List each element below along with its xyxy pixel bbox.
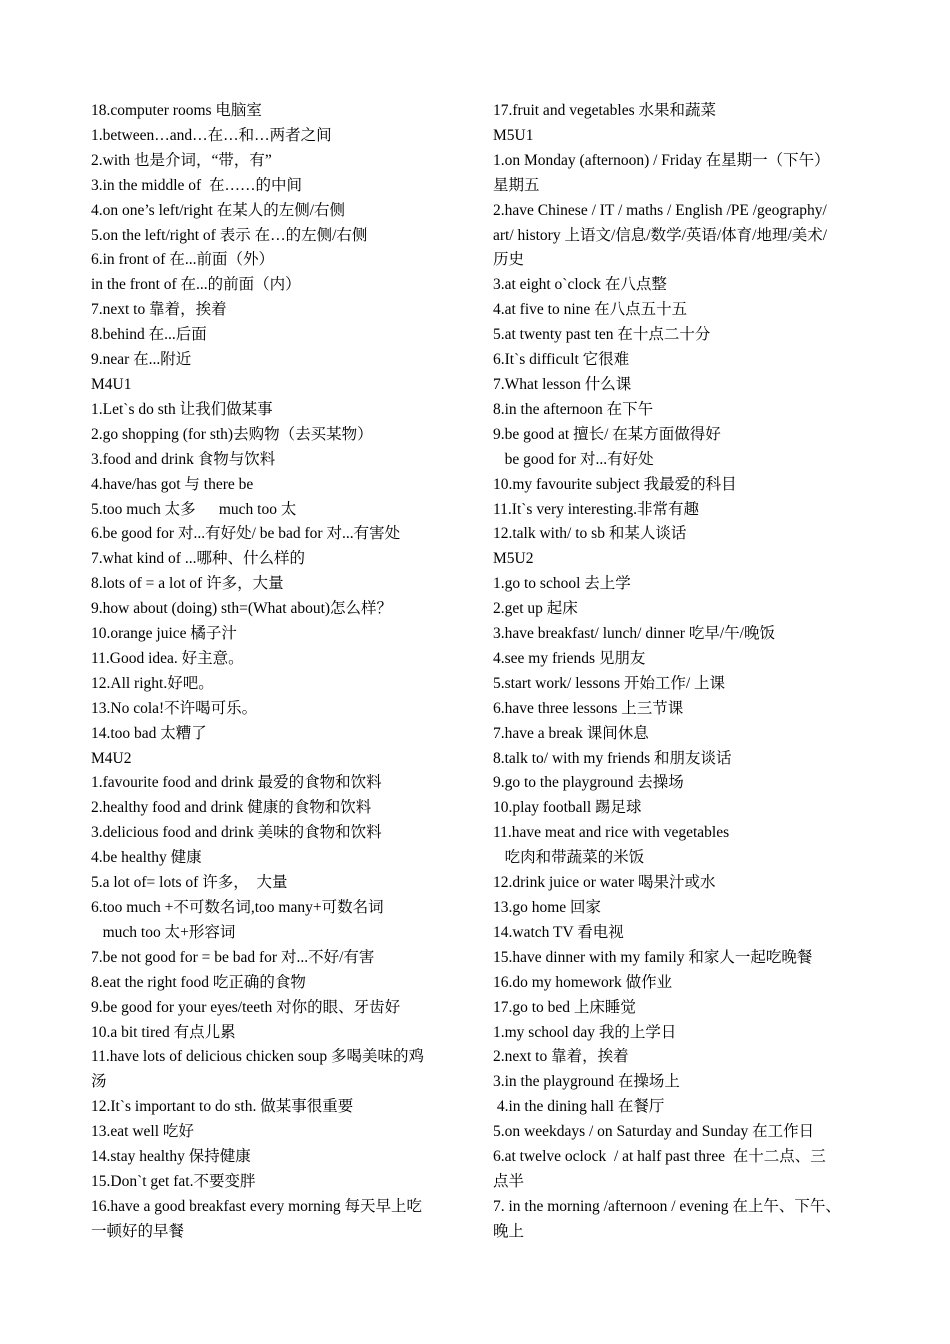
left-column-line: M4U2 bbox=[91, 749, 132, 767]
left-column-line: 12.It`s important to do sth. 做某事很重要 bbox=[91, 1098, 354, 1116]
left-column-line: 5.a lot of= lots of 许多， 大量 bbox=[91, 874, 288, 892]
left-column-line: 10.a bit tired 有点儿累 bbox=[91, 1023, 236, 1041]
right-column-line: 7. in the morning /afternoon / evening 在上午、下午、 bbox=[493, 1197, 841, 1215]
left-column-line: 12.All right.好吧。 bbox=[91, 674, 214, 692]
right-column-line: 12.talk with/ to sb 和某人谈话 bbox=[493, 525, 687, 543]
right-column-line: 11.have meat and rice with vegetables bbox=[493, 824, 730, 842]
left-column-line: 1.favourite food and drink 最爱的食物和饮料 bbox=[91, 774, 382, 792]
right-column-line: art/ history 上语文/信息/数学/英语/体育/地理/美术/ bbox=[493, 226, 828, 244]
left-column-line: 18.computer rooms 电脑室 bbox=[91, 102, 262, 119]
left-column-line: 4.have/has got 与 there be bbox=[91, 475, 254, 493]
right-column-line: M5U2 bbox=[493, 550, 534, 568]
left-column-line: 6.too much +不可数名词,too many+可数名词 bbox=[91, 899, 384, 916]
left-column-line: 7.what kind of ...哪种、什么样的 bbox=[91, 550, 305, 568]
left-column-line: 2.healthy food and drink 健康的食物和饮料 bbox=[91, 799, 372, 817]
left-column-line: 9.near 在...附近 bbox=[91, 351, 192, 369]
left-column-line: 15.Don`t get fat.不要变胖 bbox=[91, 1172, 256, 1190]
right-column-line: be good for 对...有好处 bbox=[493, 450, 654, 468]
left-column-line: 2.with 也是介词，“带，有” bbox=[91, 151, 272, 169]
left-column-line: 3.in the middle of 在……的中间 bbox=[91, 176, 302, 194]
right-column bbox=[493, 99, 873, 1245]
left-column-line: 13.No cola!不许喝可乐。 bbox=[91, 699, 258, 717]
left-column-line: 1.between…and…在…和…两者之间 bbox=[91, 126, 332, 144]
right-column-line: 吃肉和带蔬菜的米饭 bbox=[493, 849, 645, 867]
right-column-line: 6.at twelve oclock / at half past three 在十二点、三 bbox=[493, 1148, 826, 1166]
left-column-line: 10.orange juice 橘子汁 bbox=[91, 625, 237, 643]
left-column bbox=[91, 99, 463, 1245]
right-column-line: 11.It`s very interesting.非常有趣 bbox=[493, 500, 700, 518]
right-column-line: 星期五 bbox=[493, 176, 540, 194]
left-column-line: 8.lots of = a lot of 许多，大量 bbox=[91, 575, 284, 593]
right-column-line: 3.in the playground 在操场上 bbox=[493, 1073, 680, 1091]
left-column-line: much too 太+形容词 bbox=[91, 923, 236, 941]
right-column-line: 2.have Chinese / IT / maths / English /PE /geography/ bbox=[493, 201, 827, 219]
right-column-line: 7.have a break 课间休息 bbox=[493, 724, 649, 742]
right-column-line: 1.on Monday (afternoon) / Friday 在星期一（下午） bbox=[493, 151, 830, 169]
right-column-line: 1.go to school 去上学 bbox=[493, 575, 631, 593]
left-column-line: 4.be healthy 健康 bbox=[91, 849, 202, 867]
right-column-line: 6.have three lessons 上三节课 bbox=[493, 699, 684, 717]
left-column-line: 14.too bad 太糟了 bbox=[91, 724, 207, 742]
right-column-line: 4.see my friends 见朋友 bbox=[493, 649, 646, 667]
right-column-line: 晚上 bbox=[493, 1222, 525, 1240]
right-column-line: 16.do my homework 做作业 bbox=[493, 973, 673, 991]
right-column-line: 7.What lesson 什么课 bbox=[493, 375, 632, 393]
left-column-line: 7.next to 靠着，挨着 bbox=[91, 301, 227, 319]
left-column-line: M4U1 bbox=[91, 375, 132, 393]
right-column-line: 4.in the dining hall 在餐厅 bbox=[493, 1098, 665, 1116]
right-column-line: 3.have breakfast/ lunch/ dinner 吃早/午/晚饭 bbox=[493, 625, 775, 643]
right-column-line: 1.my school day 我的上学日 bbox=[493, 1023, 677, 1041]
right-column-line: 5.at twenty past ten 在十点二十分 bbox=[493, 326, 711, 344]
right-column-line: 2.get up 起床 bbox=[493, 600, 578, 618]
right-column-line: 17.fruit and vegetables 水果和蔬菜 bbox=[493, 102, 716, 119]
left-column-line: 5.on the left/right of 表示 在…的左侧/右侧 bbox=[91, 226, 368, 244]
right-column-line: 13.go home 回家 bbox=[493, 899, 602, 916]
left-column-line: 9.be good for your eyes/teeth 对你的眼、牙齿好 bbox=[91, 998, 401, 1016]
right-column-line: 5.on weekdays / on Saturday and Sunday 在工作日 bbox=[493, 1123, 815, 1141]
right-column-line: 4.at five to nine 在八点五十五 bbox=[493, 301, 688, 319]
left-column-line: 16.have a good breakfast every morning 每天早上吃 bbox=[91, 1197, 423, 1215]
left-column-line: 2.go shopping (for sth)去购物（去买某物） bbox=[91, 425, 373, 443]
left-column-line: 11.have lots of delicious chicken soup 多喝美味的鸡 bbox=[91, 1048, 425, 1066]
left-column-line: 8.eat the right food 吃正确的食物 bbox=[91, 973, 306, 991]
right-column-line: 9.go to the playground 去操场 bbox=[493, 774, 684, 792]
left-column-line: 4.on one’s left/right 在某人的左侧/右侧 bbox=[91, 201, 346, 219]
left-column-line: 6.in front of 在...前面（外） bbox=[91, 251, 274, 269]
left-column-line: 8.behind 在...后面 bbox=[91, 326, 207, 344]
left-column-line: 7.be not good for = be bad for 对...不好/有害 bbox=[91, 948, 375, 966]
right-column-line: 6.It`s difficult 它很难 bbox=[493, 351, 630, 369]
right-column-line: 8.in the afternoon 在下午 bbox=[493, 400, 654, 418]
left-column-line: 汤 bbox=[91, 1073, 107, 1091]
left-column-line: 1.Let`s do sth 让我们做某事 bbox=[91, 400, 273, 418]
right-column-line: 15.have dinner with my family 和家人一起吃晚餐 bbox=[493, 948, 813, 966]
right-column-line: 10.play football 踢足球 bbox=[493, 799, 642, 817]
left-column-line: 一顿好的早餐 bbox=[91, 1222, 185, 1240]
left-column-line: 11.Good idea. 好主意。 bbox=[91, 649, 244, 667]
right-column-line: 2.next to 靠着，挨着 bbox=[493, 1048, 629, 1066]
right-column-line: 12.drink juice or water 喝果汁或水 bbox=[493, 874, 716, 892]
right-column-line: 14.watch TV 看电视 bbox=[493, 923, 624, 941]
left-column-line: 14.stay healthy 保持健康 bbox=[91, 1148, 251, 1166]
right-column-line: M5U1 bbox=[493, 126, 534, 144]
left-column-line: 6.be good for 对...有好处/ be bad for 对...有害处 bbox=[91, 525, 401, 543]
right-column-line: 历史 bbox=[493, 251, 525, 269]
right-column-line: 17.go to bed 上床睡觉 bbox=[493, 998, 636, 1016]
right-column-line: 点半 bbox=[493, 1172, 525, 1190]
right-column-line: 5.start work/ lessons 开始工作/ 上课 bbox=[493, 674, 726, 692]
left-column-line: 13.eat well 吃好 bbox=[91, 1123, 194, 1141]
right-column-line: 8.talk to/ with my friends 和朋友谈话 bbox=[493, 749, 732, 767]
left-column-line: 9.how about (doing) sth=(What about)怎么样？ bbox=[91, 600, 393, 618]
left-column-line: in the front of 在...的前面（内） bbox=[91, 276, 301, 294]
left-column-line: 5.too much 太多 much too 太 bbox=[91, 500, 297, 518]
right-column-line: 10.my favourite subject 我最爱的科目 bbox=[493, 475, 737, 493]
right-column-line: 9.be good at 擅长/ 在某方面做得好 bbox=[493, 425, 721, 443]
left-column-line: 3.delicious food and drink 美味的食物和饮料 bbox=[91, 824, 382, 842]
right-column-line: 3.at eight o`clock 在八点整 bbox=[493, 276, 667, 294]
left-column-line: 3.food and drink 食物与饮料 bbox=[91, 450, 276, 468]
